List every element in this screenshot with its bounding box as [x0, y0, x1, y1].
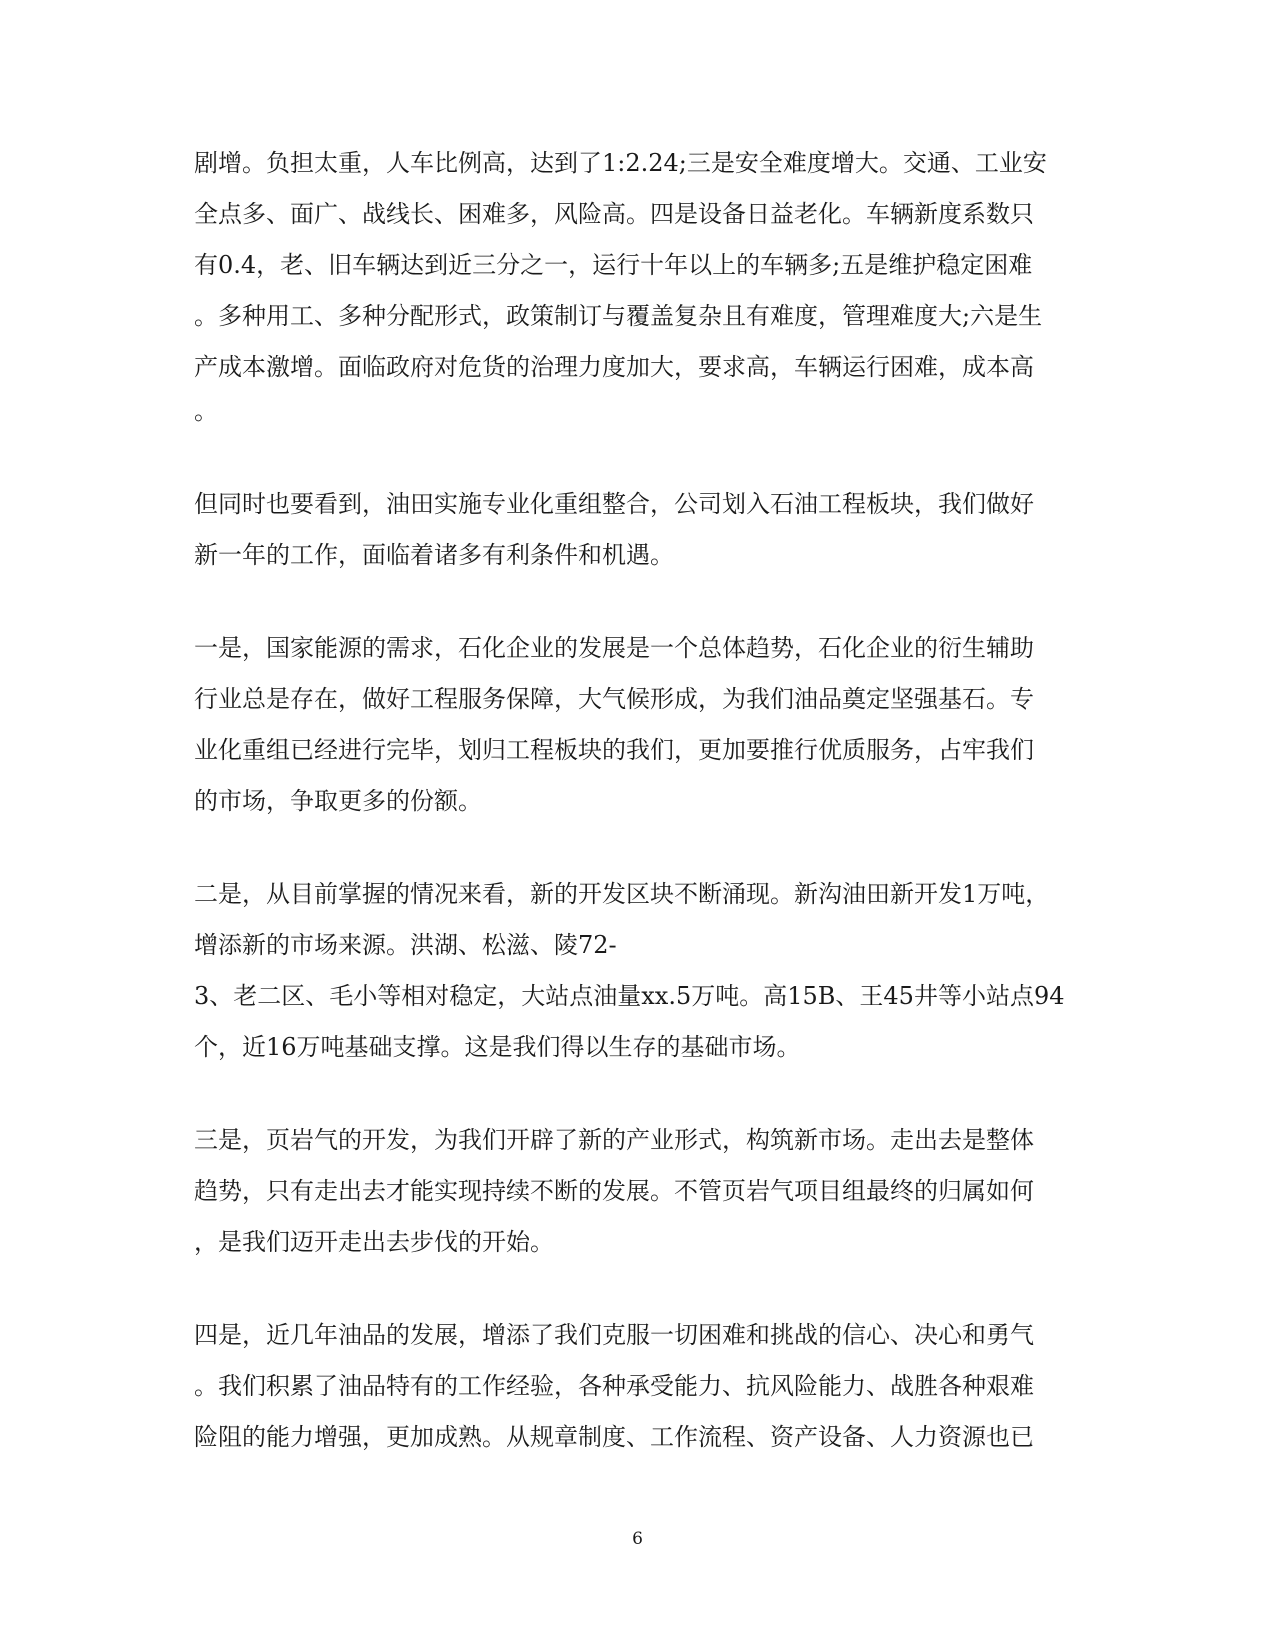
text-line: 一是，国家能源的需求，石化企业的发展是一个总体趋势，石化企业的衍生辅助: [194, 634, 1034, 662]
text-line: 三是，页岩气的开发，为我们开辟了新的产业形式，构筑新市场。走出去是整体: [194, 1126, 1034, 1154]
text-line: 剧增。负担太重，人车比例高，达到了1:2.24;三是安全难度增大。交通、工业安: [194, 149, 1047, 177]
text-line: 。: [194, 397, 218, 425]
text-line: 增添新的市场来源。洪湖、松滋、陵72-: [194, 931, 617, 959]
text-line: 全点多、面广、战线长、困难多，风险高。四是设备日益老化。车辆新度系数只: [194, 200, 1034, 228]
text-line: 二是，从目前掌握的情况来看，新的开发区块不断涌现。新沟油田新开发1万吨，: [194, 880, 1050, 908]
text-line: 个，近16万吨基础支撑。这是我们得以生存的基础市场。: [194, 1033, 801, 1061]
text-line: 。我们积累了油品特有的工作经验，各种承受能力、抗风险能力、战胜各种艰难: [194, 1372, 1034, 1400]
text-line: 3、老二区、毛小等相对稳定，大站点油量xx.5万吨。高15B、王45井等小站点94: [194, 982, 1065, 1010]
text-line: 险阻的能力增强，更加成熟。从规章制度、工作流程、资产设备、人力资源也已: [194, 1423, 1034, 1451]
text-line: 业化重组已经进行完毕，划归工程板块的我们，更加要推行优质服务，占牢我们: [194, 736, 1034, 764]
text-line: 四是，近几年油品的发展，增添了我们克服一切困难和挑战的信心、决心和勇气: [194, 1321, 1034, 1349]
text-line: 的市场，争取更多的份额。: [194, 787, 482, 815]
text-line: 产成本激增。面临政府对危货的治理力度加大，要求高，车辆运行困难，成本高: [194, 353, 1034, 381]
text-line: 行业总是存在，做好工程服务保障，大气候形成，为我们油品奠定坚强基石。专: [194, 685, 1034, 713]
text-line: 新一年的工作，面临着诸多有利条件和机遇。: [194, 541, 674, 569]
text-line: 。多种用工、多种分配形式，政策制订与覆盖复杂且有难度，管理难度大;六是生: [194, 302, 1043, 330]
text-line: 有0.4，老、旧车辆达到近三分之一，运行十年以上的车辆多;五是维护稳定困难: [194, 251, 1033, 279]
text-line: 趋势，只有走出去才能实现持续不断的发展。不管页岩气项目组最终的归属如何: [194, 1177, 1034, 1205]
page-number: 6: [632, 1529, 643, 1549]
text-line: 但同时也要看到，油田实施专业化重组整合，公司划入石油工程板块，我们做好: [194, 490, 1034, 518]
text-line: ，是我们迈开走出去步伐的开始。: [194, 1228, 554, 1256]
